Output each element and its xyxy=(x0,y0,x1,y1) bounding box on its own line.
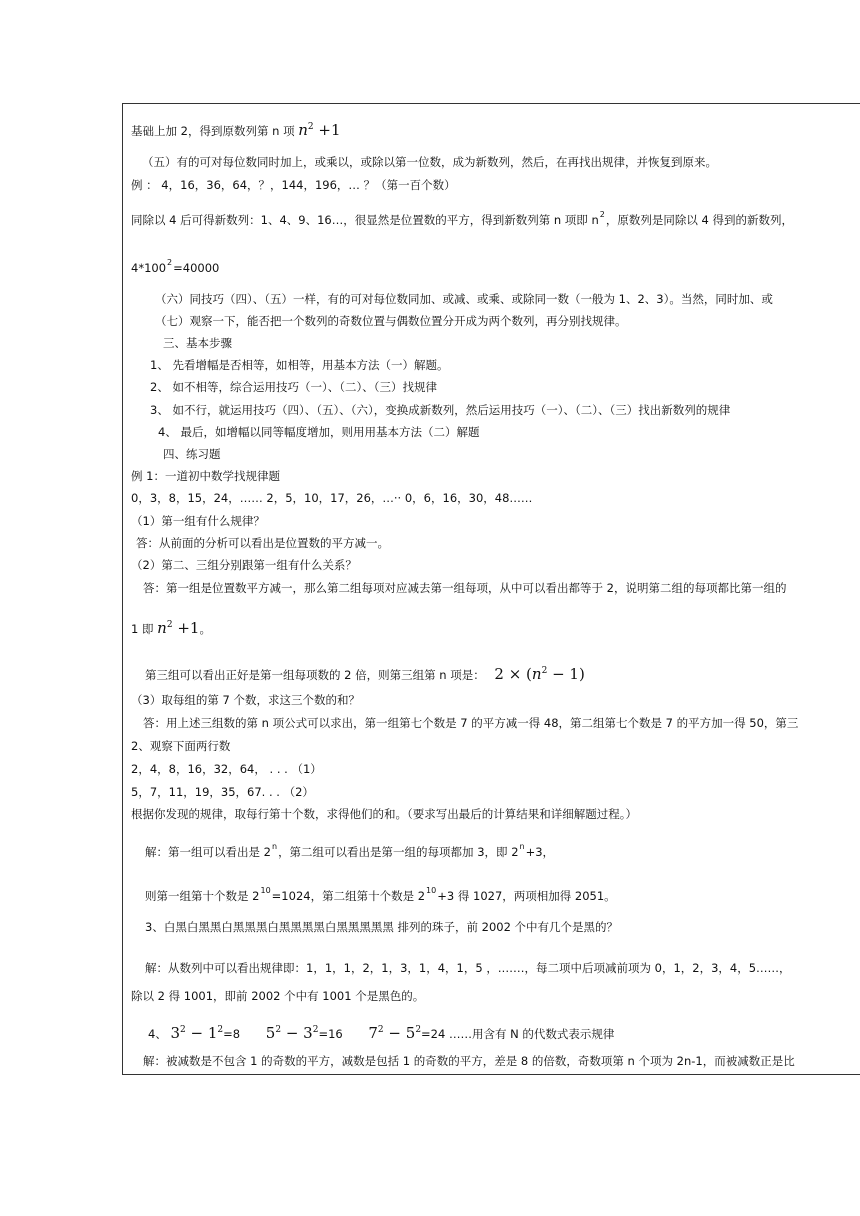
line-7: （七）观察一下，能否把一个数列的奇数位置与偶数位置分开成为两个数列，再分别找规律。 xyxy=(155,314,627,328)
example-3-solution: 解：从数列中可以看出规律即：1，1，1，2，1，3，1，4，1，5 ，.……，每二项中后项减前项为 0，1，2，3，4，5……， xyxy=(145,961,791,975)
example-4-solution: 解：被减数是不包含 1 的奇数的平方，减数是包括 1 的奇数的平方，差是 8 的倍数，奇数项第 n 个项为 2n-1，而被减数正是比 xyxy=(143,1054,795,1068)
example-4-equations: 4、 $3^2 - 1^2=8$ $5^2 - 3^2=16$ $7^2 - 5^2=24$ ……用含有 N 的代数式表示规律 xyxy=(148,1024,615,1042)
step-2: 2、 如不相等，综合运用技巧（一）、（二）、（三）找规律 xyxy=(150,380,437,394)
example-1-sequences: 0，3，8，15，24，…… 2，5，10，17，26，…·· 0，6，16，30，48…… xyxy=(131,491,533,505)
answer-2: 答：第一组是位置数平方减一，那么第二组每项对应减去第一组每项，从中可以看出都等于 2，说明第二组的每项都比第一组的 xyxy=(143,581,787,595)
example-1-title: 例 1：一道初中数学找规律题 xyxy=(131,469,280,483)
line-1: 基础上加 2，得到原数列第 n 项 $n^2 +1$ xyxy=(131,121,341,139)
step-4: 4、 最后，如增幅以同等幅度增加，则用用基本方法（二）解题 xyxy=(158,425,480,439)
example-2-solution-2: 则第一组第十个数是 $2^{10}=1024$，第二组第十个数是 $2^{10}+3$ 得 1027，两项相加得 2051。 xyxy=(145,886,616,903)
line-5: $4*100^2=40000$ xyxy=(131,258,220,275)
line-4: 同除以 4 后可得新数列：1、4、9、16…，很显然是位置数的平方，得到新数列第 n 项即 $n^2$，原数列是同除以 4 得到的新数列， xyxy=(131,210,793,227)
equation-1: $3^2 - 1^2$ xyxy=(170,1024,224,1042)
sequence-row-1: 2，4，8，16，32，64， . . . （1） xyxy=(131,762,322,776)
example-3-solution-cont: 除以 2 得 1001，即前 2002 个中有 1001 个是黑色的。 xyxy=(131,989,425,1003)
example-2-title: 2、观察下面两行数 xyxy=(131,739,231,753)
group-3-note: 第三组可以看出正好是第一组每项数的 2 倍，则第三组第 n 项是： $2 \times (n^2 - 1)$ xyxy=(145,665,585,683)
line-3: 例 ： 4，16，36，64，？，144，196，… ？（第一百个数） xyxy=(131,178,456,192)
question-1: （1）第一组有什么规律？ xyxy=(131,514,265,528)
step-3: 3、 如不行，就运用技巧（四）、（五）、（六），变换成新数列，然后运用技巧（一）、（二）、（三）找出新数列的规律 xyxy=(150,403,731,417)
answer-2-cont: 1 即 $n^2 +1$。 xyxy=(131,619,211,637)
formula-third-group: $2 \times (n^2 - 1)$ xyxy=(494,665,585,683)
formula-n-squared-plus-1: $n^2 +1$ xyxy=(298,121,341,139)
step-1: 1、 先看增幅是否相等，如相等，用基本方法（一）解题。 xyxy=(150,358,449,372)
section-heading-4: 四、练习题 xyxy=(163,447,221,461)
example-2-solution-1: 解：第一组可以看出是 2$^n$，第二组可以看出是第一组的每项都加 3，即 $2^n+3$， xyxy=(145,842,555,859)
line-6: （六）同技巧（四）、（五）一样，有的可对每位数同加、或减、或乘、或除同一数（一般为 1、2、3）。当然，同时加、或 xyxy=(155,292,773,306)
answer-3: 答：用上述三组数的第 n 项公式可以求出，第一组第七个数是 7 的平方减一得 48，第二组第七个数是 7 的平方加一得 50，第三 xyxy=(143,716,799,730)
section-heading-3: 三、基本步骤 xyxy=(163,336,232,350)
sequence-row-2: 5，7，11，19，35，67. . . （2） xyxy=(131,785,314,799)
equation-2: $5^2 - 3^2$ xyxy=(265,1024,319,1042)
answer-1: 答：从前面的分析可以看出是位置数的平方减一。 xyxy=(136,536,389,550)
example-3-question: 3、白黑白黑黑白黑黑黑白黑黑黑黑白黑黑黑黑黑 排列的珠子，前 2002 个中有几个是黑的？ xyxy=(145,920,619,934)
example-2-question: 根据你发现的规律，取每行第十个数，求得他们的和。（要求写出最后的计算结果和详细解题过程。） xyxy=(131,807,637,821)
question-3: （3）取每组的第 7 个数，求这三个数的和？ xyxy=(131,693,360,707)
line-2: （五）有的可对每位数同时加上，或乘以，或除以第一位数，成为新数列，然后，在再找出规律，并恢复到原来。 xyxy=(142,155,717,169)
equation-3: $7^2 - 5^2$ xyxy=(368,1024,422,1042)
question-2: （2）第二、三组分别跟第一组有什么关系？ xyxy=(131,558,357,572)
formula-n-squared-plus-1-b: $n^2 +1$ xyxy=(157,619,200,637)
